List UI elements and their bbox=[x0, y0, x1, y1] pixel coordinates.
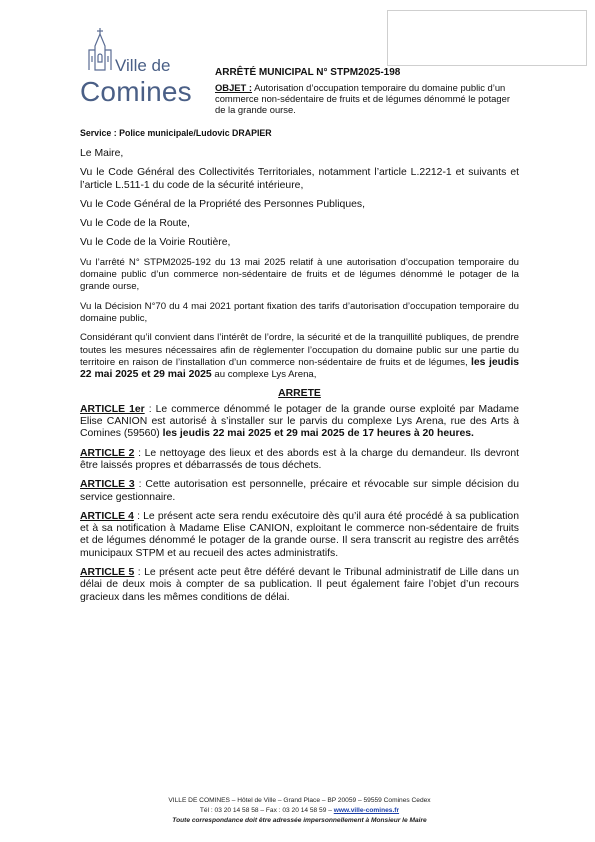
article-5-label: ARTICLE 5 bbox=[80, 567, 135, 579]
vu-paragraph: Vu le Code de la Voirie Routière, bbox=[80, 237, 231, 249]
article-1-text: : Le commerce dénommé le potager de la grande ourse exploité par Madame Elise CANION est autorisé à s’installer sur le parvis du complexe Lys Arena, rue des Arts à Comines (59560) bbox=[80, 403, 519, 440]
article-3-label: ARTICLE 3 bbox=[80, 479, 135, 491]
object-text: Autorisation d’occupation temporaire du domaine public d’un commerce non-sédentaire de fruits et de légumes dénommé le potager de la grande ourse. bbox=[215, 82, 510, 115]
footer-address: VILLE DE COMINES – Hôtel de Ville – Grand Place – BP 20059 – 59559 Comines Cedex bbox=[168, 797, 431, 804]
vu-paragraph: Vu le Code Général des Collectivités Territoriales, notamment l’article L.2212-1 et suivants et l’article L.511-1 du code de la sécurité intérieure, bbox=[80, 167, 519, 191]
footer-phone: Tél : 03 20 14 58 58 – Fax : 03 20 14 58 59 – bbox=[199, 806, 334, 814]
logo-line-1: Ville de bbox=[115, 56, 171, 75]
vu-paragraph: Vu le Code Général de la Propriété des Personnes Publiques, bbox=[80, 198, 365, 210]
article-1-label: ARTICLE 1er bbox=[80, 403, 145, 415]
article-2-text-2: Ils devront être laissés propres et débarrassés de tous déchets. bbox=[80, 447, 519, 471]
article-4-text: : Le présent acte sera rendu exécutoire dès qu’il aura été procédé à sa publication et à sa notification à Madame Elise CANION, exploitant le commerce non-sédentaire de fruits et de légumes dénommé le potager de la grande ourse. bbox=[80, 510, 519, 547]
article-1 bbox=[80, 404, 519, 441]
article-2-text: : Le nettoyage des lieux et des abords est à la charge du demandeur. bbox=[134, 447, 471, 459]
logo-line-2: Comines bbox=[80, 76, 192, 107]
article-2 bbox=[80, 448, 519, 473]
decree-title: ARRÊTÉ MUNICIPAL N° STPM2025-198 bbox=[215, 67, 401, 78]
city-logo bbox=[80, 26, 195, 108]
church-icon bbox=[80, 26, 120, 72]
vu-paragraph: Vu le Code de la Route, bbox=[80, 218, 190, 230]
considerant-place: au complexe Lys Arena, bbox=[211, 369, 317, 381]
decree-object bbox=[215, 82, 515, 115]
website-link[interactable]: www.ville-comines.fr bbox=[333, 806, 400, 814]
footer-note: Toute correspondance doit être adressée impersonnellement à Monsieur le Maire bbox=[172, 816, 427, 824]
footer-contact bbox=[80, 806, 519, 816]
vu-paragraph: Vu l’arrêté N° STPM2025-192 du 13 mai 2025 relatif à une autorisation d’occupation temporaire du domaine public d’un commerce non-sédentaire de fruits et de légumes dénommé le potager de la grande ourse, bbox=[80, 256, 519, 293]
service-line: Service : Police municipale/Ludovic DRAPIER bbox=[80, 128, 272, 138]
article-3-text: : Cette autorisation est personnelle, précaire et révocable sur simple décision du service gestionnaire. bbox=[80, 479, 519, 503]
vu-paragraph: Vu la Décision N°70 du 4 mai 2021 portant fixation des tarifs d’autorisation d’occupation temporaire du domaine public, bbox=[80, 300, 519, 324]
arrete-heading: ARRETE bbox=[278, 388, 321, 400]
mayor-line: Le Maire, bbox=[80, 148, 124, 159]
document-header bbox=[215, 67, 515, 115]
article-5-text: : Le présent acte peut être déféré devant le Tribunal administratif de Lille dans un délai de deux mois à compter de sa publication. bbox=[80, 567, 519, 591]
considerant-text: Considérant qu’il convient dans l’intérêt de l’ordre, la sécurité et de la tranquillité publiques, de prendre toutes les mesures nécessaires afin de règlementer l’occupation du domaine public sur une partie du territoire en raison de l’installation d’un commerce non-sédentaire de fruits et de légumes, bbox=[80, 332, 519, 368]
article-4-label: ARTICLE 4 bbox=[80, 510, 134, 522]
page-footer bbox=[80, 796, 519, 825]
article-3 bbox=[80, 479, 519, 504]
article-5 bbox=[80, 567, 519, 604]
article-4 bbox=[80, 511, 519, 560]
considerant-dates: les jeudis 22 mai 2025 et 29 mai 2025 bbox=[80, 356, 519, 381]
stamp-box bbox=[387, 10, 587, 66]
article-5-text-2: Il peut également faire l’objet d’un recours gracieux dans les mêmes conditions de délai. bbox=[80, 579, 520, 603]
article-1-dates: les jeudis 22 mai 2025 et 29 mai 2025 de 17 heures à 20 heures. bbox=[162, 428, 474, 440]
article-4-text-2: Il sera transcrit au registre des arrêtés municipaux STPM et au recueil des actes administratifs. bbox=[80, 535, 520, 559]
decree-body bbox=[80, 148, 519, 611]
object-label: OBJET : bbox=[215, 82, 252, 93]
considerant-paragraph bbox=[80, 332, 519, 381]
article-2-label: ARTICLE 2 bbox=[80, 447, 135, 459]
